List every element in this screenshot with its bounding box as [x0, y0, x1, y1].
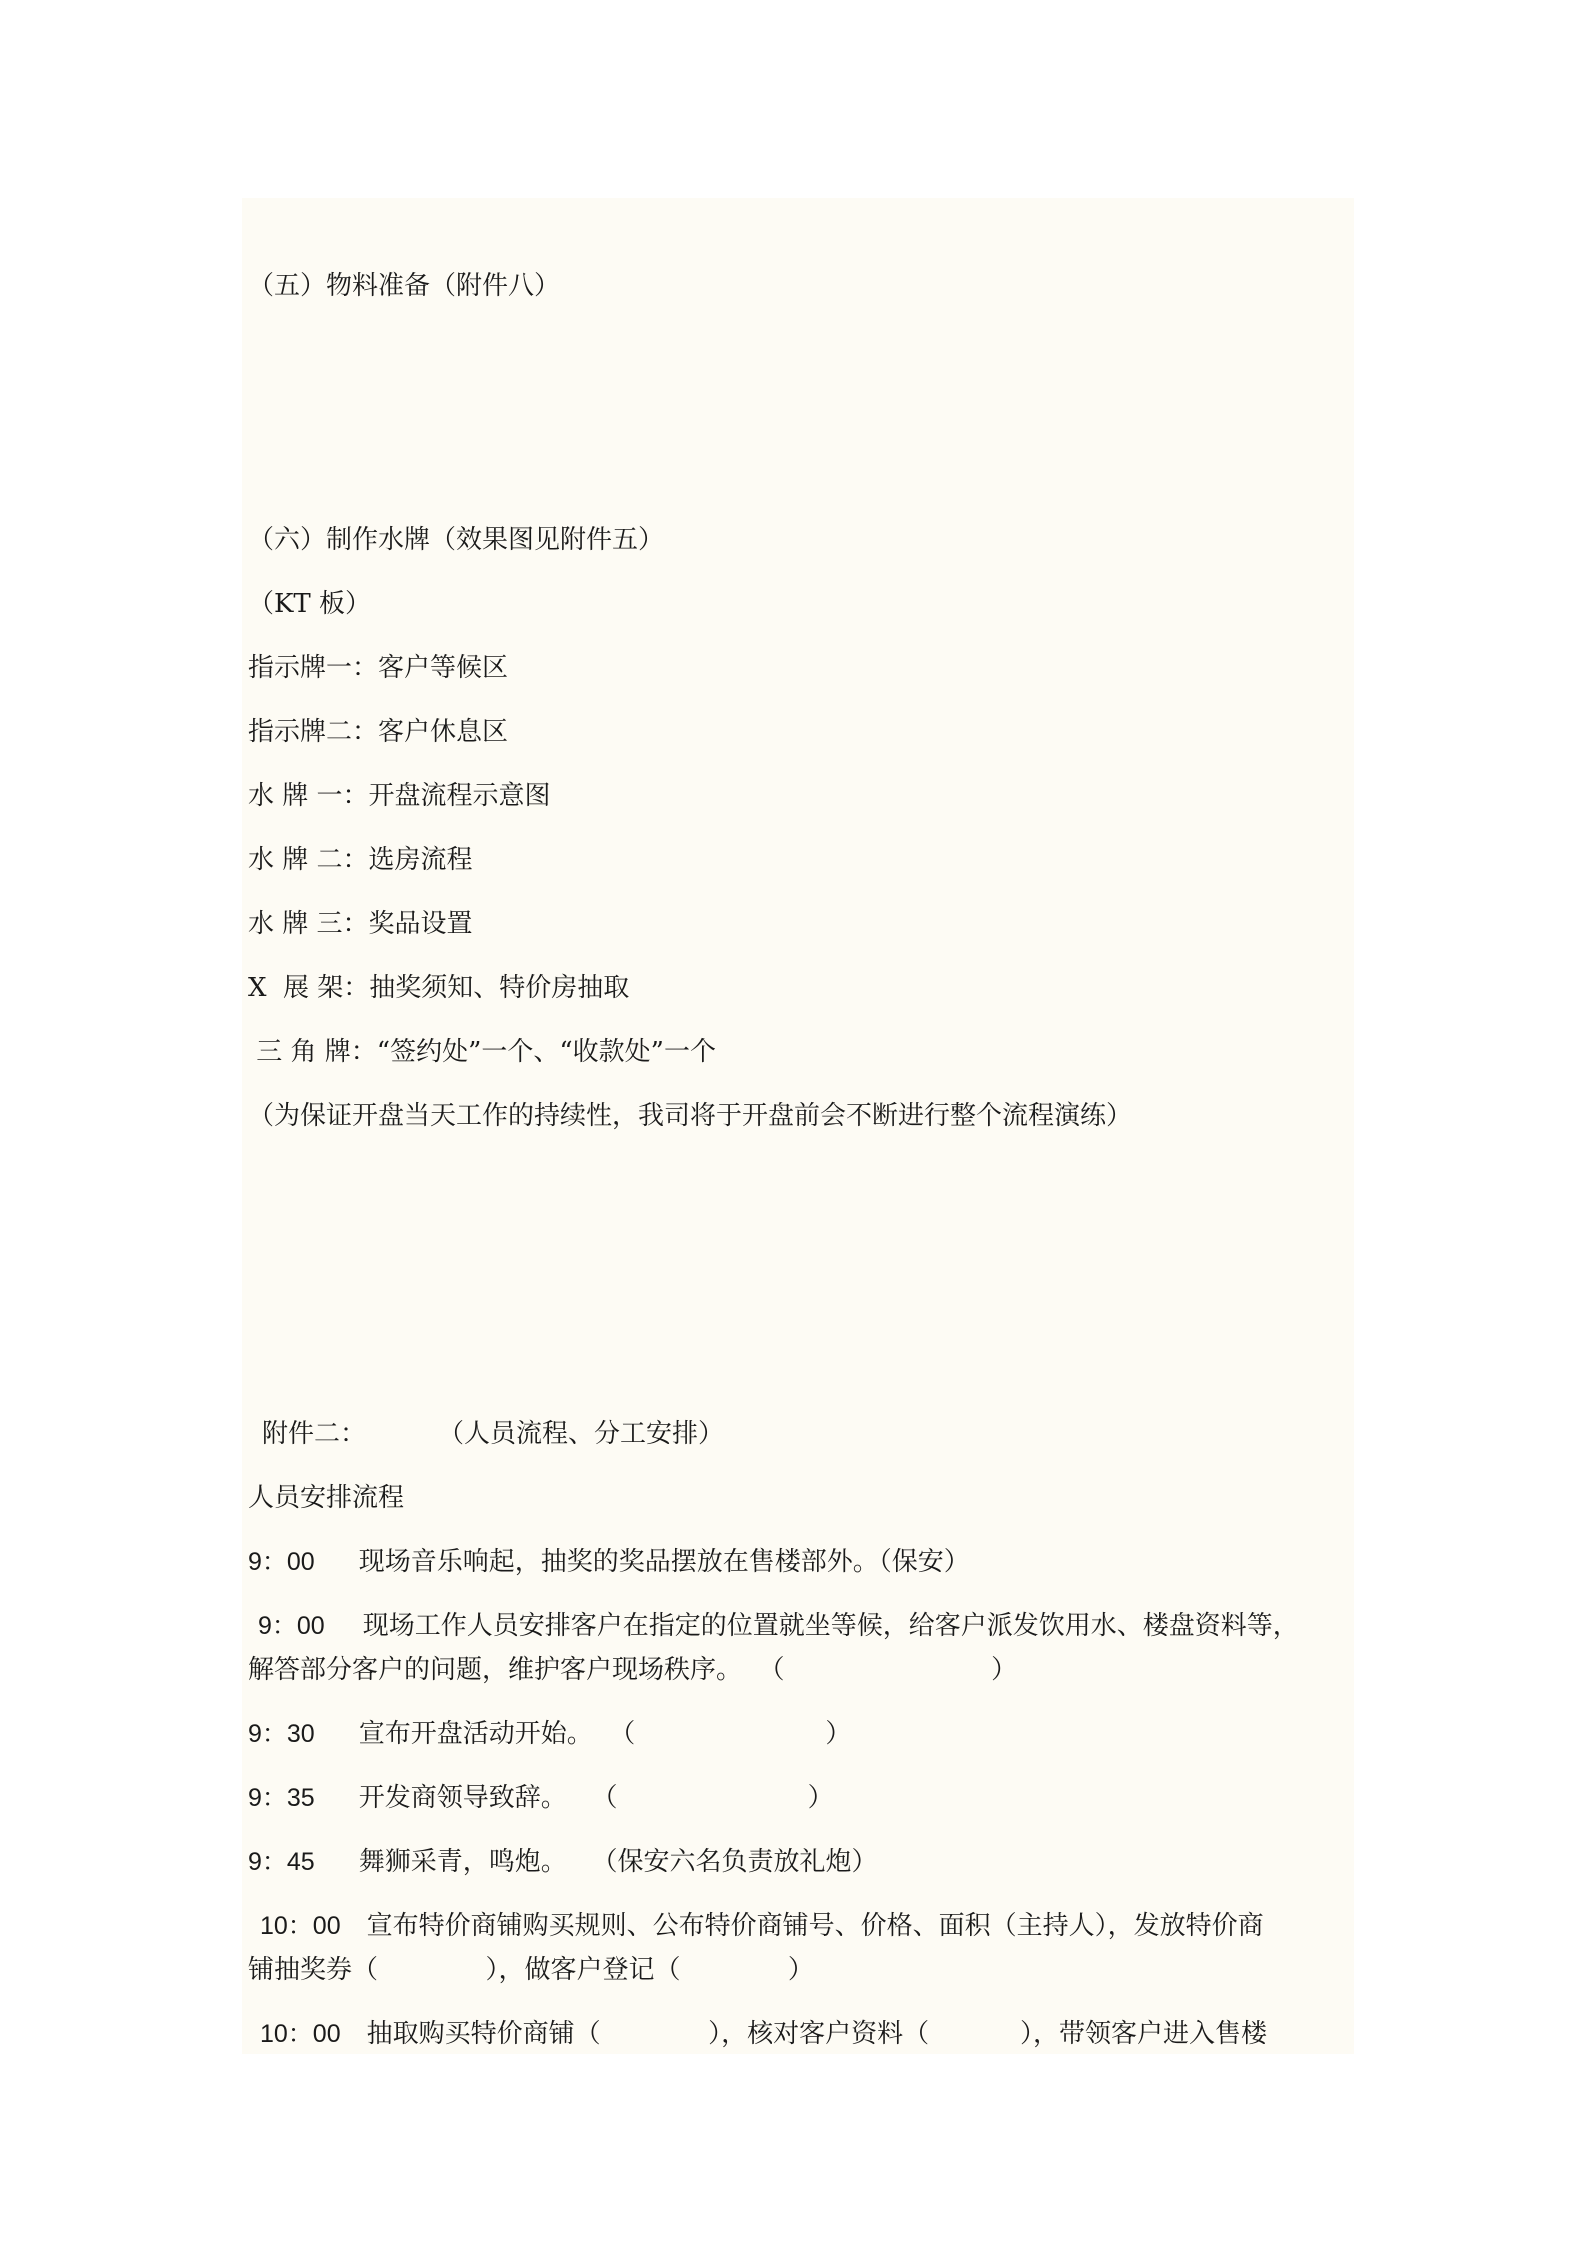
annex2-subtitle: （人员流程、分工安排）	[438, 1419, 725, 1449]
sign-item: 指示牌二：客户休息区	[248, 717, 509, 747]
schedule-time: 10：00	[260, 1912, 341, 1940]
annex2-title: 附件二：	[262, 1419, 367, 1449]
schedule-text: 宣布特价商铺购买规则、公布特价商铺号、价格、面积（主持人），发放特价商	[366, 1911, 1264, 1941]
schedule-row	[248, 1782, 834, 1814]
schedule-text: 抽取购买特价商铺（ ），核对客户资料（ ），带领客户进入售楼	[366, 2019, 1267, 2049]
schedule-row	[248, 1546, 970, 1578]
kt-board-note: （KT 板）	[248, 589, 372, 619]
staffing-heading: 人员安排流程	[248, 1483, 405, 1513]
schedule-row	[260, 1910, 1264, 1942]
schedule-time: 10：00	[260, 2020, 341, 2048]
schedule-row	[248, 1846, 878, 1878]
schedule-time: 9：45	[248, 1848, 315, 1876]
schedule-text: 开发商领导致辞。 （ ）	[358, 1783, 834, 1813]
rehearsal-note: （为保证开盘当天工作的持续性，我司将于开盘前会不断进行整个流程演练）	[248, 1101, 1133, 1131]
schedule-time: 9：00	[258, 1612, 325, 1640]
annex2-heading-row	[262, 1418, 724, 1450]
schedule-time: 9：00	[248, 1548, 315, 1576]
schedule-row	[248, 1718, 851, 1750]
section-signs-title: （六）制作水牌（效果图见附件五）	[248, 525, 665, 555]
schedule-row	[260, 2018, 1267, 2050]
schedule-text: 宣布开盘活动开始。 （ ）	[358, 1719, 852, 1749]
sign-item: 三 角 牌：“签约处”一个、“收款处”一个	[248, 1037, 716, 1067]
sign-item: 指示牌一：客户等候区	[248, 653, 509, 683]
sign-item: X 展 架：抽奖须知、特价房抽取	[248, 973, 630, 1003]
schedule-row	[258, 1610, 1299, 1642]
schedule-text: 舞狮采青，鸣炮。 （保安六名负责放礼炮）	[358, 1847, 878, 1877]
sign-item: 水 牌 二：选房流程	[248, 845, 473, 875]
schedule-text: 现场工作人员安排客户在指定的位置就坐等候，给客户派发饮用水、楼盘资料等，	[362, 1611, 1299, 1641]
sign-item: 水 牌 三：奖品设置	[248, 909, 473, 939]
schedule-text: 现场音乐响起，抽奖的奖品摆放在售楼部外。（保安）	[358, 1547, 970, 1577]
sign-item: 水 牌 一：开盘流程示意图	[248, 781, 551, 811]
schedule-row-continued: 解答部分客户的问题，维护客户现场秩序。 （ ）	[248, 1655, 1018, 1685]
section-materials: （五）物料准备（附件八）	[248, 271, 561, 301]
schedule-row-continued: 铺抽奖券（ ），做客户登记（ ）	[248, 1955, 814, 1985]
schedule-time: 9：30	[248, 1720, 315, 1748]
schedule-time: 9：35	[248, 1784, 315, 1812]
